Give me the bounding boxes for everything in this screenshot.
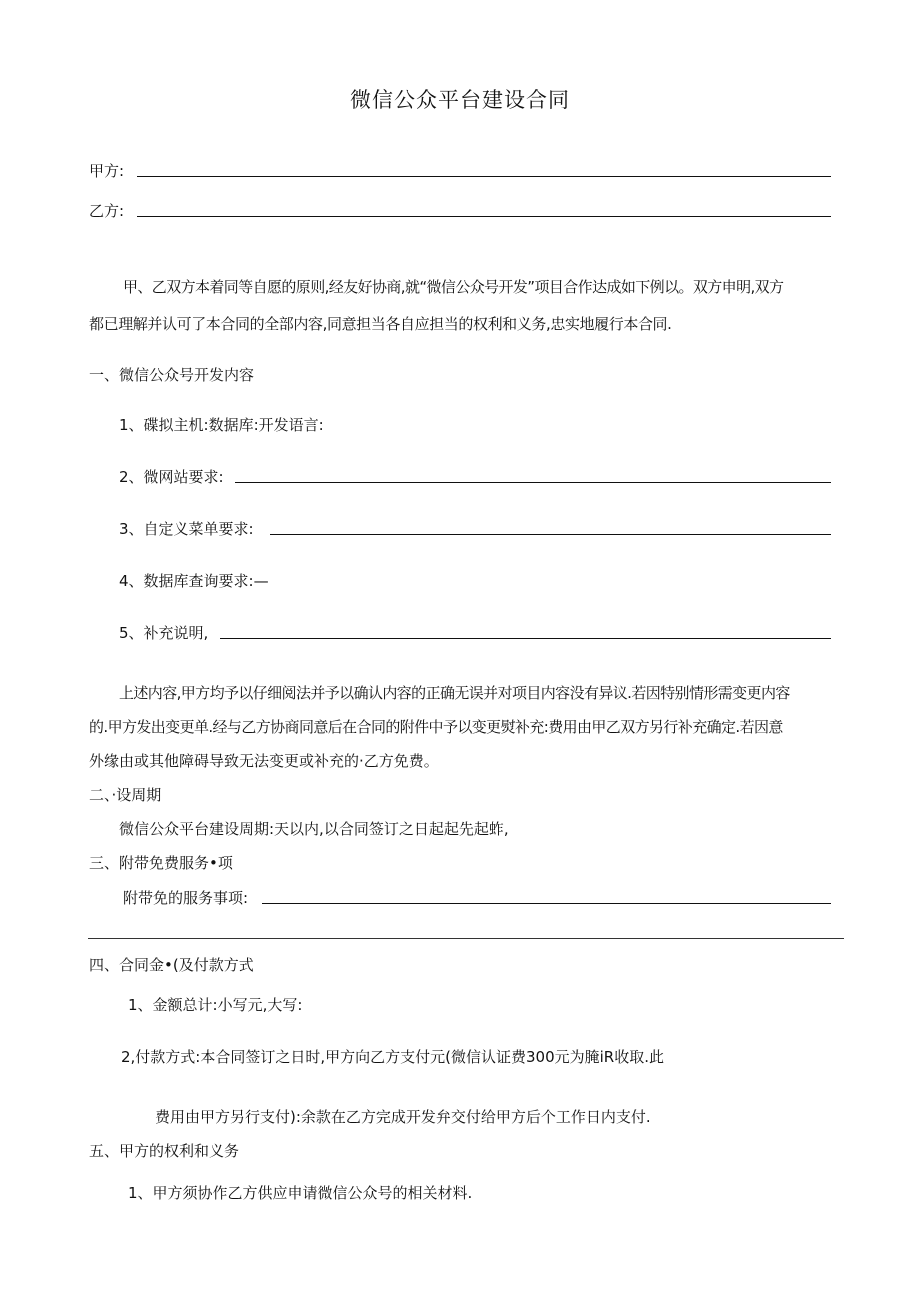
section5-heading: 五、甲方的权利和义务 [89, 1142, 240, 1160]
section1-item1: 1、碟拟主机:数据库:开发语言: [119, 416, 324, 434]
document-title: 微信公众平台建设合同 [350, 88, 570, 112]
party-b-label: 乙方: [89, 202, 125, 220]
section1-item2: 2、微网站要求: [119, 468, 224, 486]
section3-heading: 三、附带免费服务•项 [89, 854, 233, 872]
section2-text: 微信公众平台建设周期:天以内,以合同签订之日起起先起蚱, [119, 820, 509, 838]
section1-item5: 5、补充说明, [119, 624, 209, 642]
section2-heading: 二、·设周期 [89, 786, 162, 804]
party-b-fill-line[interactable] [137, 216, 831, 217]
section-divider [88, 938, 844, 939]
section1-item4: 4、数据库查询要求:— [119, 572, 269, 590]
section1-note-line-3: 外缘由或其他障碍导致无法变更或补充的·乙方免费。 [89, 752, 439, 770]
section4-heading: 四、合同金•(及付款方式 [89, 956, 254, 974]
section3-item: 附带免的服务事项: [123, 889, 249, 907]
section1-heading: 一、微信公众号开发内容 [89, 366, 255, 384]
section1-item2-fill-line[interactable] [235, 482, 831, 483]
party-a-fill-line[interactable] [137, 176, 831, 177]
party-a-label: 甲方: [89, 162, 125, 180]
section1-note-line-1: 上述内容,甲方均予以仔细阅法并予以确认内容的正确无误并对项目内容没有异议.若因特别情形需变更内容 [119, 684, 790, 702]
section4-item2-line-2: 费用由甲方另行支付):余款在乙方完成开发弁交付给甲方后个工作日内支付. [155, 1108, 651, 1126]
section4-item1: 1、金额总计:小写元,大写: [128, 996, 303, 1014]
section1-item3-fill-line[interactable] [270, 534, 831, 535]
section4-item2-line-1: 2,付款方式:本合同签订之日时,甲方向乙方支付元(微信认证费300元为腌iR收取.此 [121, 1048, 664, 1066]
section1-note-line-2: 的.甲方发出变更单.经与乙方协商同意后在合同的附件中予以变更熨补充:费用由甲乙双方另行补充确定.若因意 [89, 718, 783, 736]
section1-item3: 3、自定义菜单要求: [119, 520, 254, 538]
section1-item5-fill-line[interactable] [220, 638, 831, 639]
section5-item1: 1、甲方须协作乙方供应申请微信公众号的相关材料. [128, 1184, 473, 1202]
section3-item-fill-line[interactable] [262, 903, 831, 904]
intro-line-2: 都已理解并认可了本合同的全部内容,同意担当各自应担当的权利和义务,忠实地履行本合同. [89, 315, 672, 333]
intro-line-1: 甲、乙双方本着同等自愿的原则,经友好协商,就“微信公众号开发”项目合作达成如下例以。双方申明,双方 [123, 278, 784, 296]
